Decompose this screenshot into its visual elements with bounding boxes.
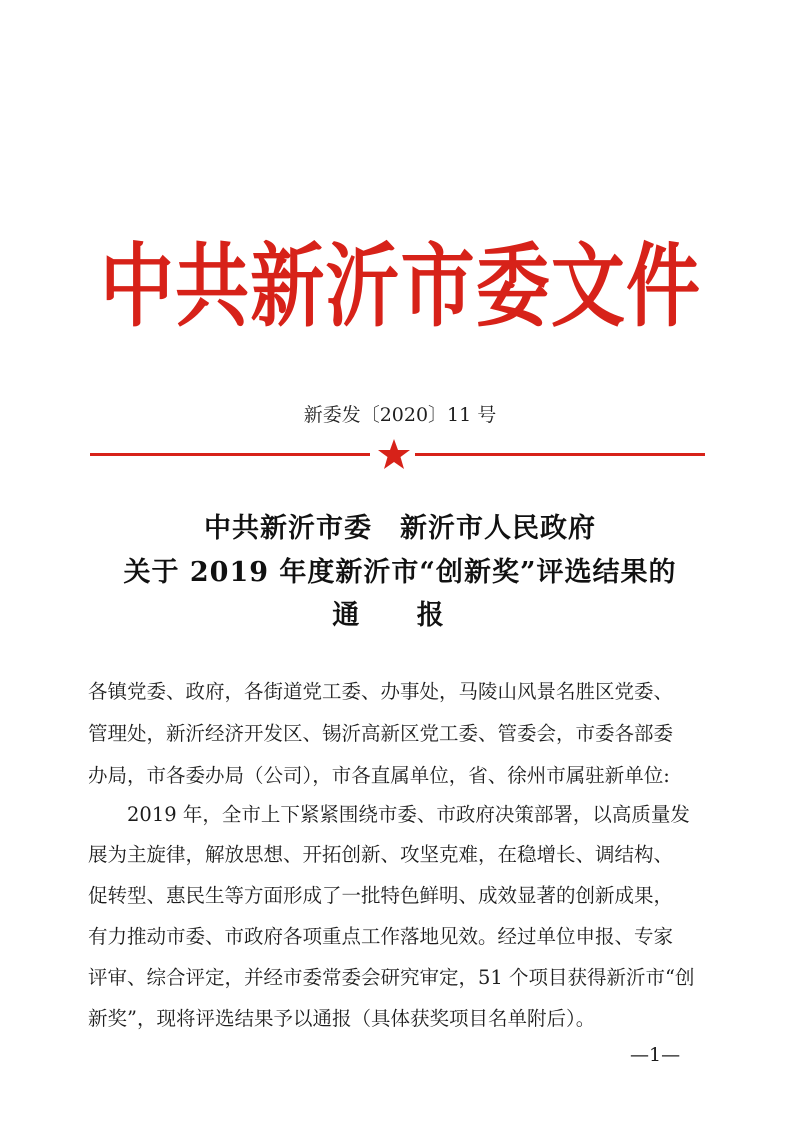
masthead-char: 共 (175, 234, 250, 340)
body-line: 2019 年，全市上下紧紧围绕市委、市政府决策部署，以高质量发 (127, 803, 690, 826)
document-number: 新委发〔2020〕11 号 (303, 404, 497, 426)
masthead-char: 沂 (325, 234, 400, 340)
body-line: 办局，市各委办局（公司），市各直属单位，省、徐州市属驻新单位: (88, 764, 670, 787)
star-icon (377, 438, 411, 470)
notice-title-line-3: 通 报 (332, 600, 468, 631)
body-line: 有力推动市委、市政府各项重点工作落地见效。经过单位申报、专家 (88, 925, 674, 948)
masthead-char: 市 (400, 234, 475, 340)
notice-title-line-1: 中共新沂市委 新沂市人民政府 (204, 513, 596, 544)
masthead-char: 件 (625, 234, 700, 340)
notice-title-line-2: 关于 2019 年度新沂市“创新奖”评选结果的 (123, 557, 677, 588)
masthead-char: 新 (250, 234, 325, 340)
masthead-char: 委 (475, 234, 550, 340)
red-divider-right (415, 453, 705, 456)
masthead-title (100, 232, 700, 342)
body-line: 评审、综合评定，并经市委常委会研究审定，51 个项目获得新沂市“创 (88, 966, 695, 989)
body-line: 管理处，新沂经济开发区、锡沂高新区党工委、管委会，市委各部委 (88, 722, 674, 745)
body-line: 展为主旋律，解放思想、开拓创新、攻坚克难，在稳增长、调结构、 (88, 843, 674, 866)
masthead-char: 中 (100, 234, 174, 340)
body-line: 新奖”，现将评选结果予以通报（具体获奖项目名单附后）。 (88, 1007, 596, 1030)
page-number: —1— (630, 1044, 681, 1066)
body-line: 各镇党委、政府，各街道党工委、办事处，马陵山风景名胜区党委、 (88, 680, 674, 703)
masthead-char: 文 (550, 234, 625, 340)
red-divider-left (90, 453, 370, 456)
body-line: 促转型、惠民生等方面形成了一批特色鲜明、成效显著的创新成果， (88, 884, 674, 907)
